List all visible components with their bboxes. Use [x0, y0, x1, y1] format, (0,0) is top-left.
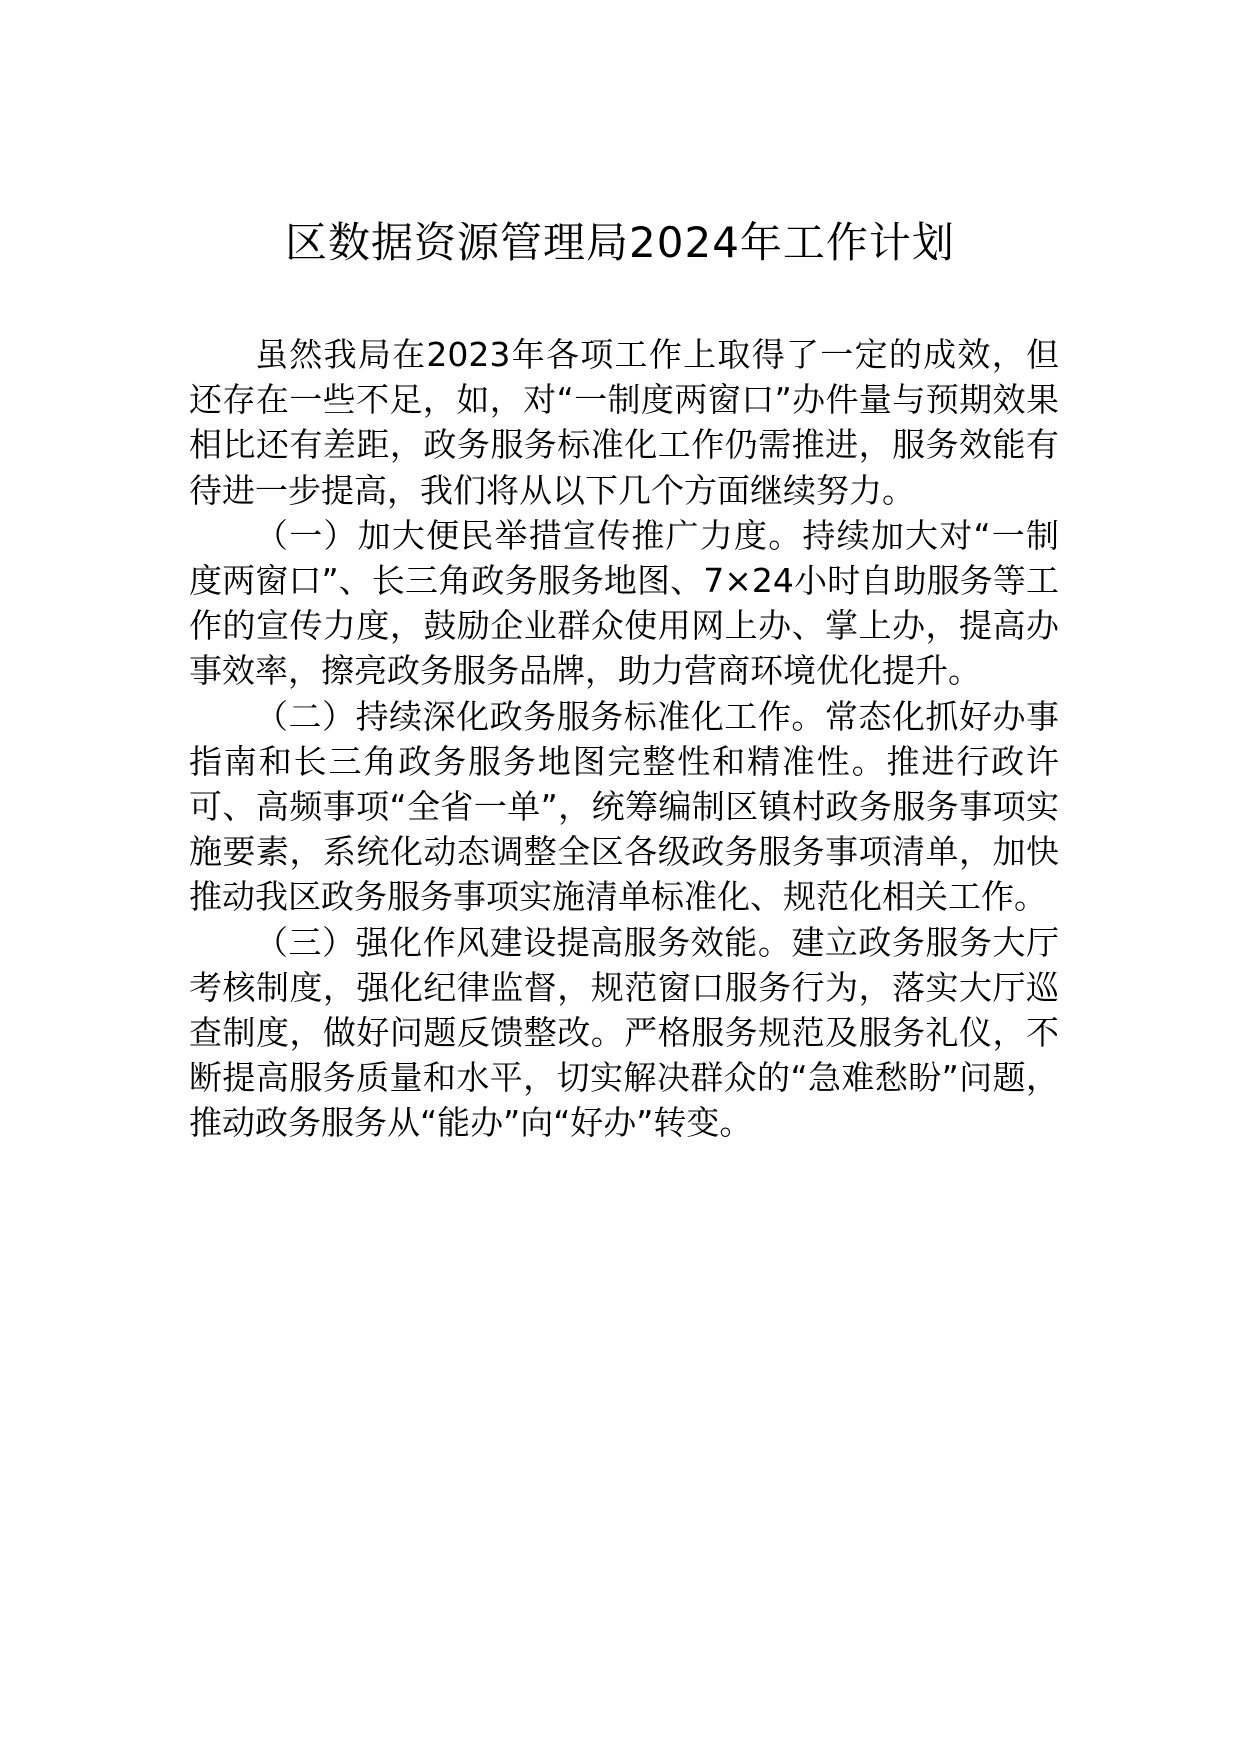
- document-title: 区数据资源管理局2024年工作计划: [285, 218, 955, 267]
- paragraph-section-1: （一）加大便民举措宣传推广力度。持续加大对“一制度两窗口”、长三角政务服务地图、7×24小时自助服务等工作的宣传力度，鼓励企业群众使用网上办、掌上办，提高办事效率，擦亮政务服务品牌，助力营商环境优化提升。: [189, 515, 1059, 691]
- paragraph-section-2: （二）持续深化政务服务标准化工作。常态化抓好办事指南和长三角政务服务地图完整性和精准性。推进行政许可、高频事项“全省一单”，统筹编制区镇村政务服务事项实施要素，系统化动态调整全区各级政务服务事项清单，加快推动我区政务服务事项实施清单标准化、规范化相关工作。: [189, 696, 1059, 917]
- document-body: [189, 332, 1059, 1146]
- paragraph-section-3: （三）强化作风建设提高服务效能。建立政务服务大厅考核制度，强化纪律监督，规范窗口服务行为，落实大厅巡查制度，做好问题反馈整改。严格服务规范及服务礼仪，不断提高服务质量和水平，切实解决群众的“急难愁盼”问题，推动政务服务从“能办”向“好办”转变。: [189, 922, 1059, 1143]
- paragraph-intro: 虽然我局在2023年各项工作上取得了一定的成效，但还存在一些不足，如，对“一制度两窗口”办件量与预期效果相比还有差距，政务服务标准化工作仍需推进，服务效能有待进一步提高，我们将从以下几个方面继续努力。: [189, 335, 1059, 510]
